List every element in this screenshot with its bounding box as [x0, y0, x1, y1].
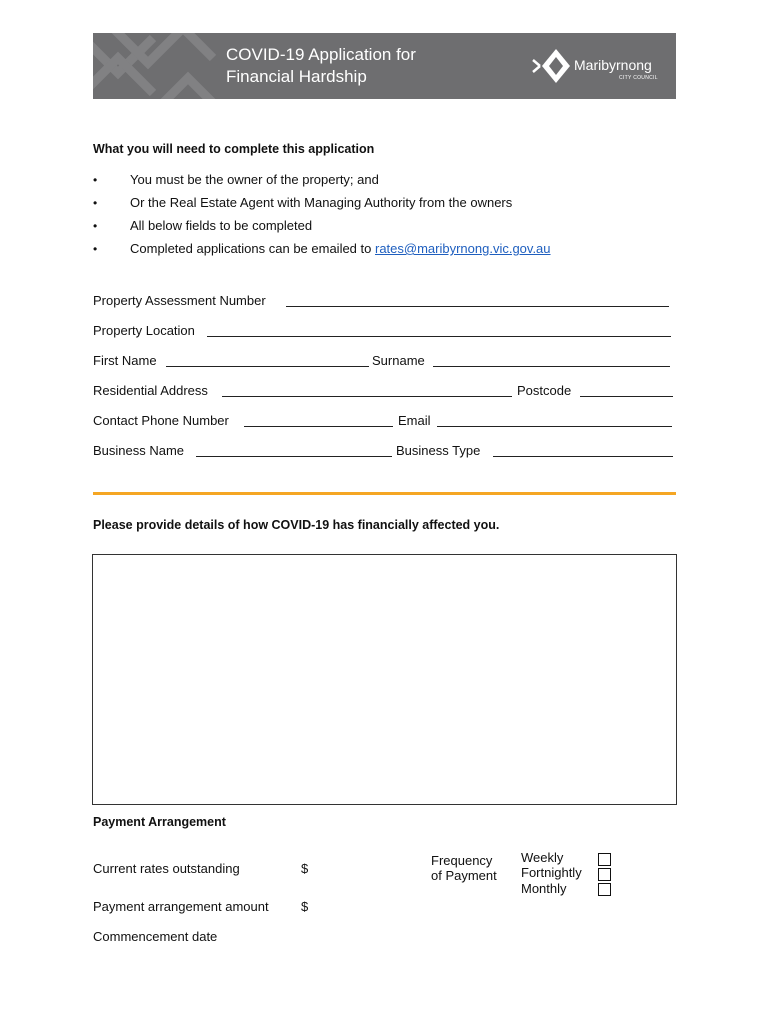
frequency-label-line2: of Payment — [431, 868, 497, 883]
residential-address-label: Residential Address — [93, 383, 208, 398]
payment-heading: Payment Arrangement — [93, 815, 226, 829]
frequency-label-line1: Frequency — [431, 853, 493, 868]
form-title-line1: COVID-19 Application for — [226, 45, 416, 64]
header-banner — [93, 33, 676, 99]
commencement-date-label: Commencement date — [93, 929, 218, 944]
fortnightly-checkbox[interactable] — [598, 868, 611, 881]
phone-field[interactable] — [244, 426, 393, 427]
weekly-checkbox[interactable] — [598, 853, 611, 866]
field-row-contact — [93, 413, 675, 431]
council-logo-sub: CITY COUNCIL — [619, 75, 658, 81]
field-row-business — [93, 443, 675, 461]
first-name-field[interactable] — [166, 366, 369, 367]
requirement-text: You must be the owner of the property; and — [130, 172, 379, 187]
business-name-field[interactable] — [196, 456, 392, 457]
property-location-field[interactable] — [207, 336, 671, 337]
council-logo — [526, 43, 666, 89]
surname-field[interactable] — [433, 366, 670, 367]
email-item-prefix: Completed applications can be emailed to — [130, 241, 375, 256]
business-type-label: Business Type — [396, 443, 481, 458]
current-rates-input[interactable] — [313, 856, 408, 876]
current-rates-label: Current rates outstanding — [93, 861, 240, 876]
surname-label: Surname — [372, 353, 425, 368]
field-row-assessment — [93, 293, 675, 311]
monthly-label: Monthly — [521, 881, 567, 896]
monthly-checkbox[interactable] — [598, 883, 611, 896]
email-link[interactable]: rates@maribyrnong.vic.gov.au — [374, 241, 551, 256]
postcode-field[interactable] — [580, 396, 673, 397]
email-field[interactable] — [437, 426, 672, 427]
residential-address-field[interactable] — [222, 396, 512, 397]
field-row-location — [93, 323, 675, 341]
form-title-line2: Financial Hardship — [226, 67, 367, 86]
arrangement-amount-label: Payment arrangement amount — [93, 899, 269, 914]
field-row-name — [93, 353, 675, 371]
details-textarea[interactable] — [92, 554, 677, 805]
requirements-heading: What you will need to complete this application — [93, 142, 375, 156]
phone-label: Contact Phone Number — [93, 413, 229, 428]
commencement-date-input[interactable] — [240, 924, 405, 944]
postcode-label: Postcode — [517, 383, 572, 398]
first-name-label: First Name — [93, 353, 157, 368]
requirement-text: All below fields to be completed — [130, 218, 313, 233]
requirement-text: Or the Real Estate Agent with Managing Authority from the owners — [130, 195, 513, 210]
weekly-label: Weekly — [521, 850, 564, 865]
assessment-number-field[interactable] — [286, 306, 669, 307]
form-title — [226, 44, 416, 88]
details-prompt: Please provide details of how COVID-19 has financially affected you. — [93, 518, 500, 532]
current-rates-currency: $ — [301, 861, 309, 876]
assessment-number-label: Property Assessment Number — [93, 293, 266, 308]
business-type-field[interactable] — [493, 456, 673, 457]
business-name-label: Business Name — [93, 443, 185, 458]
field-row-address — [93, 383, 675, 401]
property-location-label: Property Location — [93, 323, 195, 338]
arrangement-amount-input[interactable] — [313, 894, 408, 914]
council-logo-icon — [526, 43, 574, 89]
email-label: Email — [398, 413, 431, 428]
banner-pattern — [93, 33, 233, 99]
section-divider — [93, 492, 676, 495]
fortnightly-label: Fortnightly — [521, 865, 582, 880]
council-logo-name: Maribyrnong — [574, 57, 652, 73]
arrangement-amount-currency: $ — [301, 899, 309, 914]
